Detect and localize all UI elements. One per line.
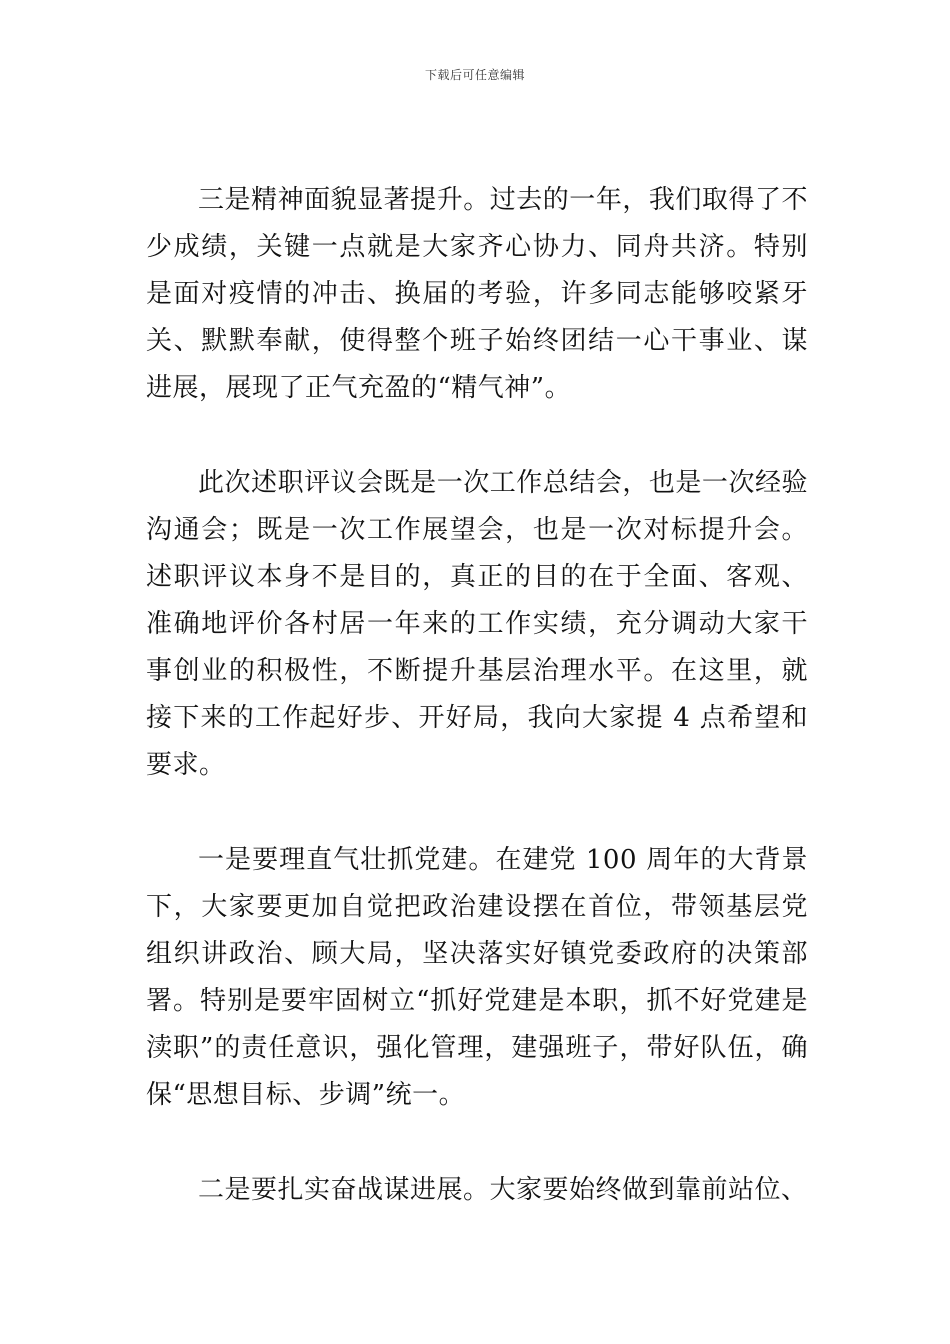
document-body bbox=[146, 177, 808, 1262]
paragraph-review-meeting: 此次述职评议会既是一次工作总结会，也是一次经验沟通会；既是一次工作展望会，也是一次对标提升会。述职评议本身不是目的，真正的目的在于全面、客观、准确地评价各村居一年来的工作实绩，充分调动大家干事创业的积极性，不断提升基层治理水平。在这里，就接下来的工作起好步、开好局，我向大家提 4 点希望和要求。 bbox=[146, 468, 808, 780]
header-note: 下载后可任意编辑 bbox=[424, 68, 525, 82]
paragraph-party-building: 一是要理直气壮抓党建。在建党 100 周年的大背景下，大家要更加自觉把政治建设摆在首位，带领基层党组织讲政治、顾大局，坚决落实好镇党委政府的决策部署。特别是要牢固树立“抓好党建是本职，抓不好党建是渎职”的责任意识，强化管理，建强班子，带好队伍，确保“思想目标、步调”统一。 bbox=[146, 845, 808, 1110]
paragraph-progress: 二是要扎实奋战谋进展。大家要始终做到靠前站位、 bbox=[198, 1175, 808, 1205]
paragraph-spirit: 三是精神面貌显著提升。过去的一年，我们取得了不少成绩，关键一点就是大家齐心协力、同舟共济。特别是面对疫情的冲击、换届的考验，许多同志能够咬紧牙关、默默奉献，使得整个班子始终团结一心干事业、谋进展，展现了正气充盈的“精气神”。 bbox=[146, 185, 808, 403]
